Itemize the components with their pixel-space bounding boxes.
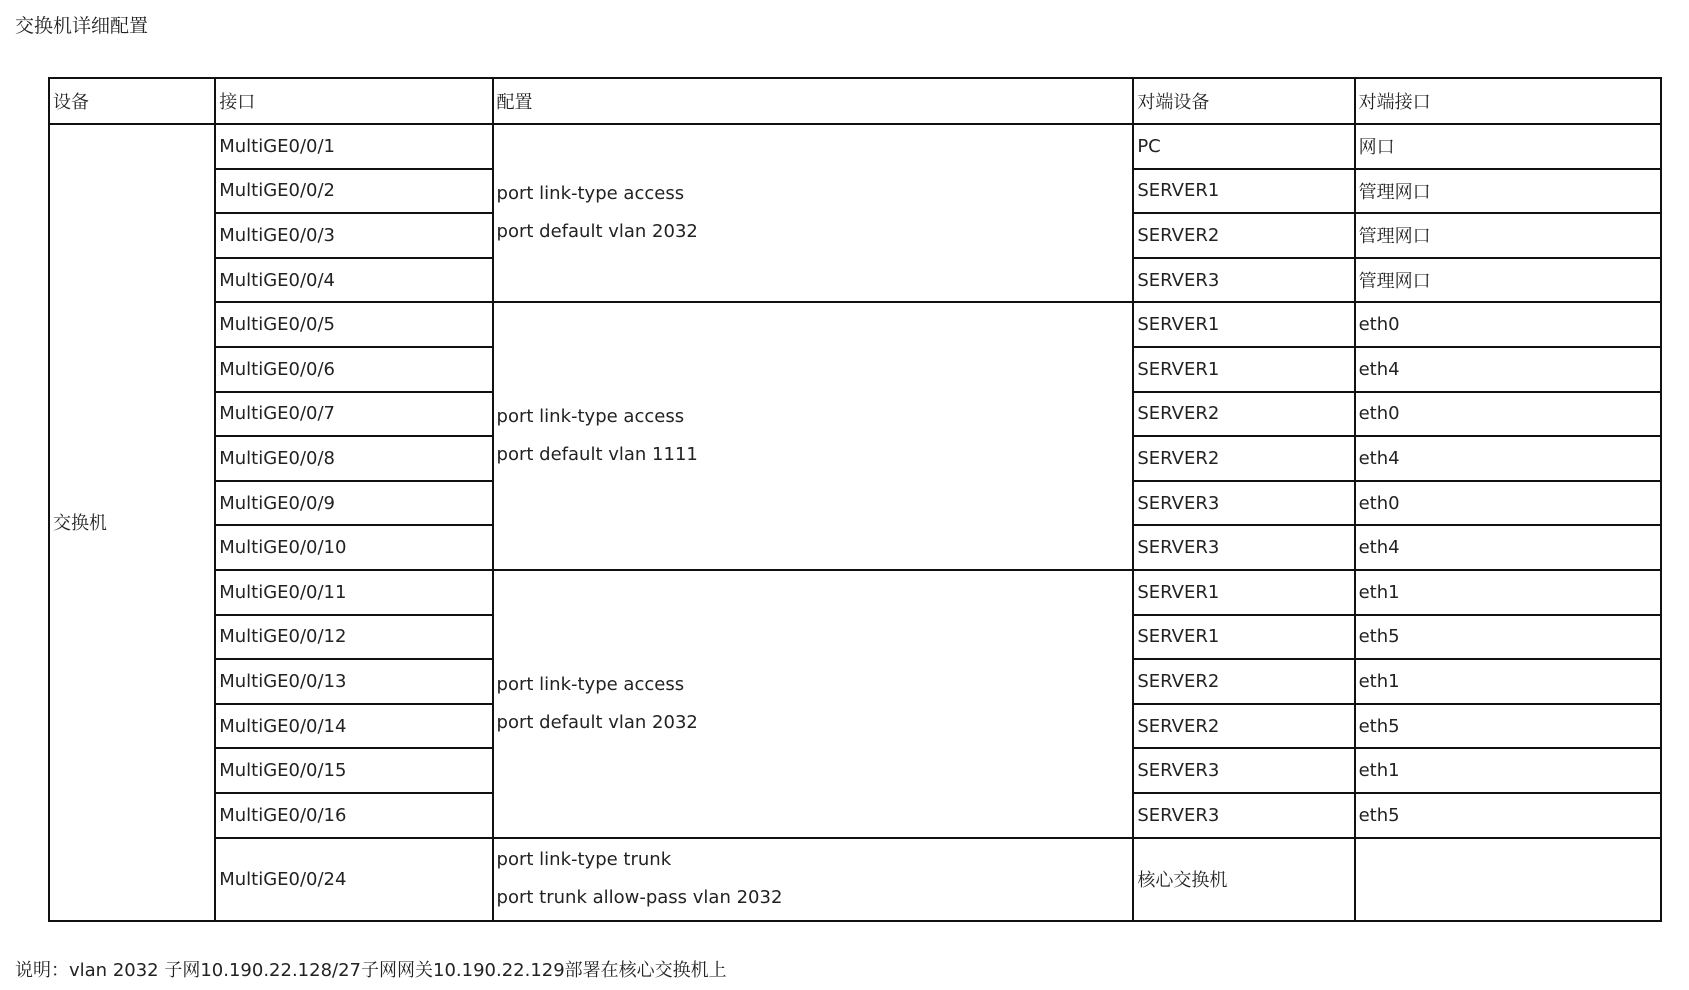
interface-cell: MultiGE0/0/8 xyxy=(215,436,492,481)
peer-interface-cell: eth0 xyxy=(1355,302,1661,347)
peer-interface-cell: eth0 xyxy=(1355,392,1661,437)
device-cell: 交换机 xyxy=(49,124,215,921)
peer-device-cell: SERVER1 xyxy=(1133,615,1354,660)
peer-device-cell: SERVER2 xyxy=(1133,659,1354,704)
interface-cell: MultiGE0/0/6 xyxy=(215,347,492,392)
config-cell xyxy=(493,570,1134,838)
peer-device-cell: SERVER1 xyxy=(1133,302,1354,347)
interface-cell: MultiGE0/0/3 xyxy=(215,213,492,258)
peer-device-cell: SERVER3 xyxy=(1133,258,1354,303)
peer-interface-cell: 网口 xyxy=(1355,124,1661,169)
peer-device-cell: SERVER3 xyxy=(1133,525,1354,570)
interface-cell: MultiGE0/0/10 xyxy=(215,525,492,570)
interface-cell: MultiGE0/0/13 xyxy=(215,659,492,704)
header-peer-interface: 对端接口 xyxy=(1355,78,1661,124)
switch-config-table xyxy=(48,77,1662,922)
config-line: port default vlan 2032 xyxy=(496,711,698,733)
config-cell xyxy=(493,838,1134,921)
peer-device-cell: SERVER1 xyxy=(1133,347,1354,392)
interface-cell: MultiGE0/0/16 xyxy=(215,793,492,838)
table-row xyxy=(49,302,1661,347)
peer-device-cell: SERVER1 xyxy=(1133,169,1354,214)
header-interface: 接口 xyxy=(215,78,492,124)
interface-cell: MultiGE0/0/9 xyxy=(215,481,492,526)
interface-cell: MultiGE0/0/4 xyxy=(215,258,492,303)
peer-device-cell: 核心交换机 xyxy=(1133,838,1354,921)
table-row xyxy=(49,124,1661,169)
peer-interface-cell: 管理网口 xyxy=(1355,258,1661,303)
peer-device-cell: SERVER2 xyxy=(1133,213,1354,258)
table-row xyxy=(49,570,1661,615)
config-cell xyxy=(493,124,1134,302)
interface-cell: MultiGE0/0/5 xyxy=(215,302,492,347)
peer-device-cell: SERVER3 xyxy=(1133,793,1354,838)
peer-interface-cell: eth4 xyxy=(1355,347,1661,392)
config-line: port default vlan 1111 xyxy=(496,444,698,466)
config-line: port link-type access xyxy=(496,406,685,428)
peer-interface-cell: eth1 xyxy=(1355,659,1661,704)
config-line: port default vlan 2032 xyxy=(496,221,698,243)
peer-interface-cell: eth5 xyxy=(1355,793,1661,838)
peer-device-cell: SERVER2 xyxy=(1133,436,1354,481)
interface-cell: MultiGE0/0/12 xyxy=(215,615,492,660)
peer-device-cell: PC xyxy=(1133,124,1354,169)
config-line: port link-type trunk xyxy=(496,849,672,870)
table-row xyxy=(49,838,1661,921)
header-device: 设备 xyxy=(49,78,215,124)
peer-interface-cell: eth4 xyxy=(1355,525,1661,570)
config-cell xyxy=(493,302,1134,570)
header-peer-device: 对端设备 xyxy=(1133,78,1354,124)
config-line: port trunk allow-pass vlan 2032 xyxy=(496,887,783,908)
peer-interface-cell: eth1 xyxy=(1355,570,1661,615)
config-line: port link-type access xyxy=(496,673,685,695)
interface-cell: MultiGE0/0/7 xyxy=(215,392,492,437)
peer-interface-cell: eth0 xyxy=(1355,481,1661,526)
peer-device-cell: SERVER3 xyxy=(1133,481,1354,526)
peer-device-cell: SERVER3 xyxy=(1133,748,1354,793)
peer-device-cell: SERVER2 xyxy=(1133,392,1354,437)
interface-cell: MultiGE0/0/11 xyxy=(215,570,492,615)
peer-interface-cell: eth5 xyxy=(1355,615,1661,660)
peer-interface-cell: eth4 xyxy=(1355,436,1661,481)
footnote: 说明：vlan 2032 子网10.190.22.128/27子网网关10.190.22.129部署在核心交换机上 xyxy=(15,960,727,981)
peer-interface-cell xyxy=(1355,838,1661,921)
page-title: 交换机详细配置 xyxy=(15,15,149,37)
interface-cell: MultiGE0/0/14 xyxy=(215,704,492,749)
peer-interface-cell: eth1 xyxy=(1355,748,1661,793)
interface-cell: MultiGE0/0/1 xyxy=(215,124,492,169)
peer-interface-cell: eth5 xyxy=(1355,704,1661,749)
interface-cell: MultiGE0/0/15 xyxy=(215,748,492,793)
peer-interface-cell: 管理网口 xyxy=(1355,169,1661,214)
config-line: port link-type access xyxy=(496,183,685,205)
header-config: 配置 xyxy=(493,78,1134,124)
table-header-row xyxy=(49,78,1661,124)
interface-cell: MultiGE0/0/24 xyxy=(215,838,492,921)
peer-device-cell: SERVER2 xyxy=(1133,704,1354,749)
peer-device-cell: SERVER1 xyxy=(1133,570,1354,615)
peer-interface-cell: 管理网口 xyxy=(1355,213,1661,258)
interface-cell: MultiGE0/0/2 xyxy=(215,169,492,214)
